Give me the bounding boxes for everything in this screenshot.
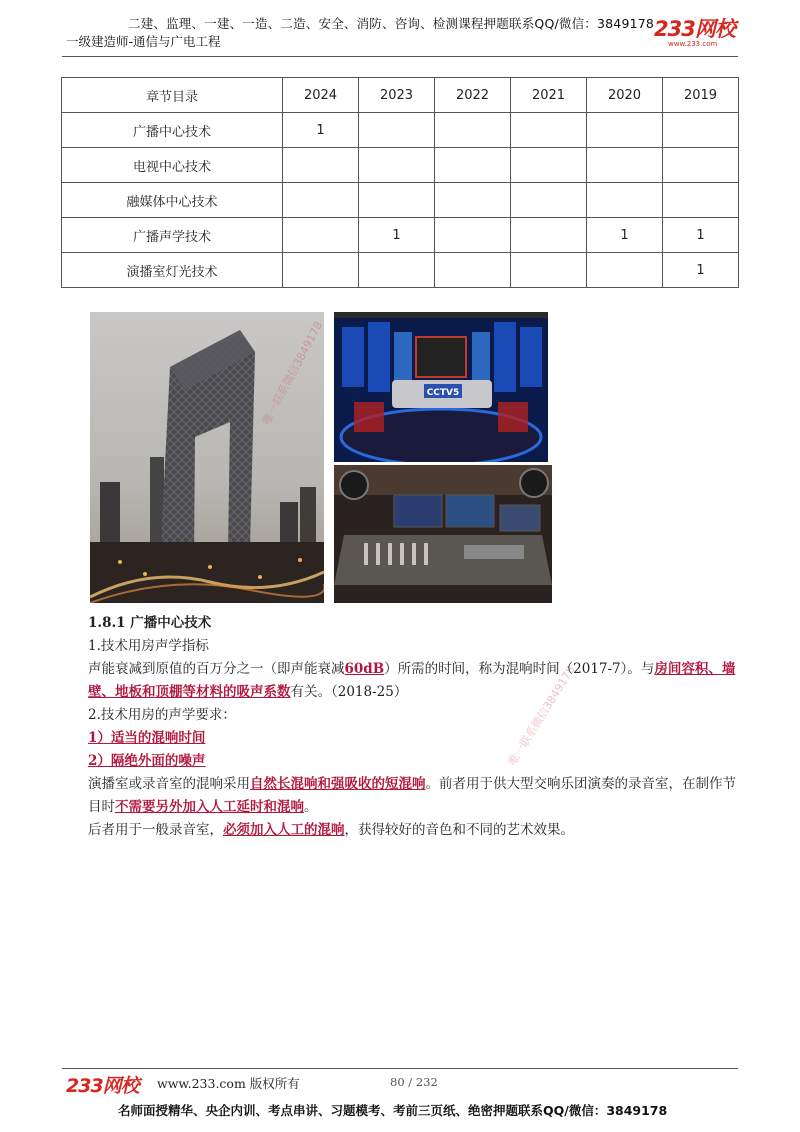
table-header-row [62,78,739,113]
table-header-cell: 2021 [511,78,587,113]
table-cell: 1 [359,218,435,253]
table-cell [359,253,435,288]
table-cell [511,218,587,253]
table-cell: 1 [663,253,739,288]
paragraph-reverb-types [60,773,740,819]
paragraph-text: ）所需的时间，称为混响时间（2017-7）。与 [384,661,655,677]
header-divider [62,56,738,57]
table-cell [663,148,739,183]
table-cell [511,183,587,218]
table-row [62,218,739,253]
table-cell [663,113,739,148]
paragraph-artificial-reverb [60,819,740,842]
table-cell [587,113,663,148]
paragraph-text: 。 [304,799,318,815]
audio-console-photo [334,465,552,603]
header-subtitle: 一级建造师-通信与广电工程 [66,34,221,49]
logo-text: 233网校 [654,17,735,41]
table-cell [283,183,359,218]
table-cell [587,183,663,218]
header-promo-text: 二建、监理、一建、一造、二造、安全、消防、咨询、检测课程押题联系QQ/微信：3849178 [128,16,655,31]
table-cell: 广播中心技术 [62,113,283,148]
footer-divider [62,1068,738,1069]
studio-logo: CCTV5 [426,388,460,398]
table-cell [435,113,511,148]
paragraph-reverb-definition [60,658,740,704]
table-cell [283,253,359,288]
table-cell [435,218,511,253]
item-heading: 2.技术用房的声学要求： [88,707,236,723]
highlight-text: 60dB [344,661,385,677]
table-cell [359,113,435,148]
table-cell [511,113,587,148]
table-cell [587,253,663,288]
watermark: 唯一联系微信3849178 [259,319,326,428]
table-cell [359,183,435,218]
cctv-tower-photo [90,312,324,603]
table-cell: 1 [283,113,359,148]
table-row [62,183,739,218]
tv-studio-photo [334,312,548,462]
table-cell: 1 [663,218,739,253]
table-header-cell: 2020 [587,78,663,113]
table-cell [587,148,663,183]
requirement-item: 2）隔绝外面的噪声 [88,753,206,769]
paragraph-text: 后者用于一般录音室， [88,822,223,838]
chapter-year-table [61,77,739,288]
table-cell [435,148,511,183]
section-content [60,612,740,842]
table-cell [663,183,739,218]
requirement-item: 1）适当的混响时间 [88,730,206,746]
table-cell [511,253,587,288]
table-header-cell: 2024 [283,78,359,113]
highlight-text: 不需要另外加入人工延时和混响 [115,799,304,815]
table-cell: 融媒体中心技术 [62,183,283,218]
table-row [62,113,739,148]
highlight-text: 必须加入人工的混响 [223,822,345,838]
highlight-text: 房间容积、墙壁、地板和顶棚等材料的吸声系数 [88,661,736,700]
paragraph-text: 有关。（2018-25） [290,684,408,700]
table-header-cell: 2022 [435,78,511,113]
table-cell [359,148,435,183]
table-row [62,148,739,183]
table-cell: 广播声学技术 [62,218,283,253]
table-header-cell: 章节目录 [62,78,283,113]
table-cell: 1 [587,218,663,253]
table-header-cell: 2023 [359,78,435,113]
table-cell: 演播室灯光技术 [62,253,283,288]
watermark: 唯一联系微信3849178 [505,663,578,768]
brand-logo [654,18,736,48]
paragraph-text: ，获得较好的音色和不同的艺术效果。 [344,822,574,838]
table-cell [283,218,359,253]
item-heading: 1.技术用房声学指标 [88,638,209,654]
table-row [62,253,739,288]
section-title: 1.8.1 广播中心技术 [88,615,212,631]
highlight-text: 自然长混响和强吸收的短混响 [250,776,426,792]
table-cell [435,253,511,288]
table-cell [283,148,359,183]
footer-site-text: www.233.com 版权所有 [157,1076,300,1091]
page-number: 80 / 232 [390,1075,438,1089]
footer-promo-text: 名师面授精华、央企内训、考点串讲、习题模考、考前三页纸、绝密押题联系QQ/微信：3849178 [118,1103,668,1118]
paragraph-text: 。前者用于供大型交响乐团演奏的录音室，在制作节目时 [88,776,736,815]
table-cell [435,183,511,218]
table-cell [511,148,587,183]
paragraph-text: 演播室或录音室的混响采用 [88,776,250,792]
footer-logo: 233网校 [66,1075,139,1097]
paragraph-text: 声能衰减到原值的百万分之一（即声能衰减 [88,661,345,677]
table-header-cell: 2019 [663,78,739,113]
table-cell: 电视中心技术 [62,148,283,183]
logo-url: www.233.com [668,40,718,48]
